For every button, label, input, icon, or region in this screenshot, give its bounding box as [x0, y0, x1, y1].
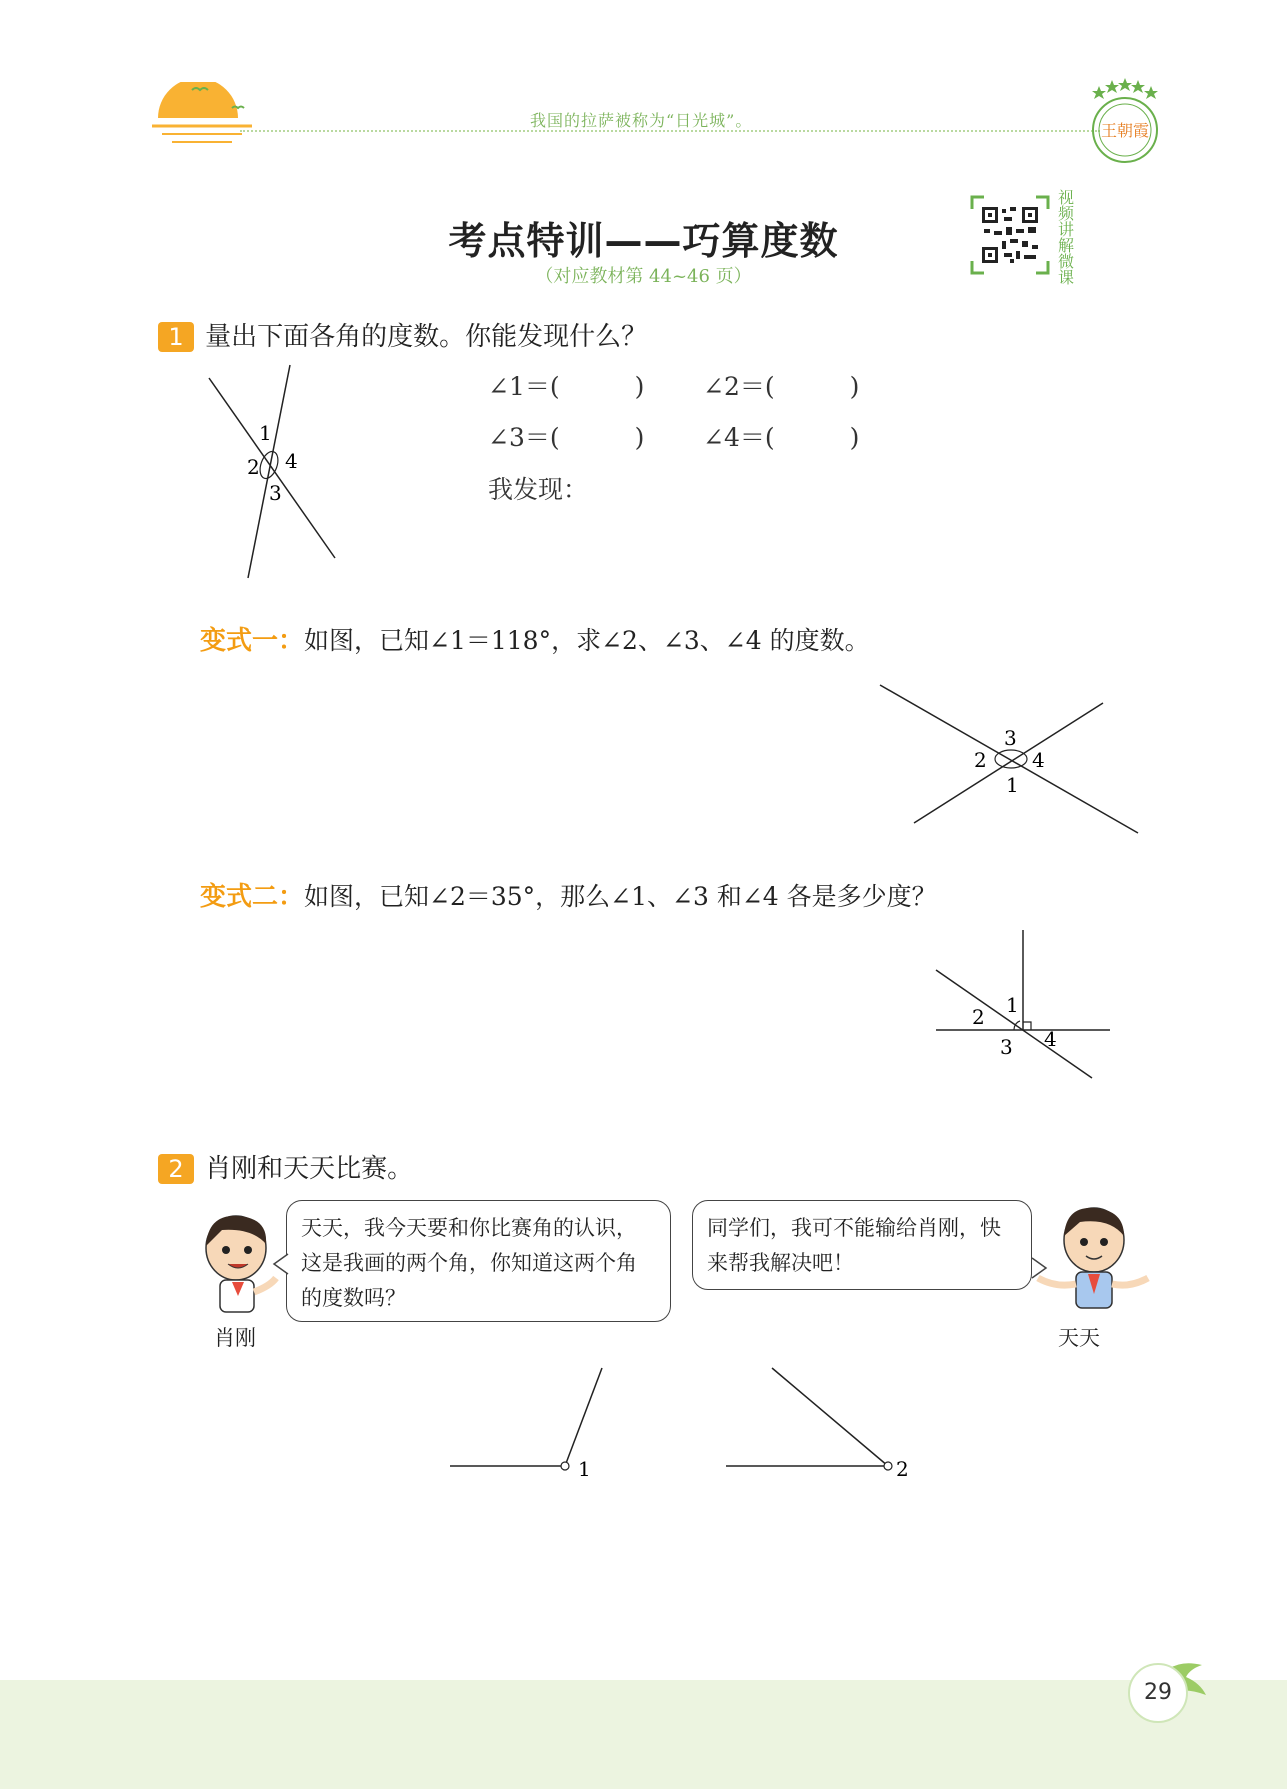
- footer-band: [0, 1680, 1287, 1789]
- page-title: 考点特训——巧算度数: [448, 219, 839, 263]
- sunset-icon: [152, 82, 264, 160]
- question-number: 2: [158, 1154, 194, 1184]
- character-name-right: 天天: [1058, 1326, 1100, 1350]
- variant-1-text: 如图，已知∠1＝118°，求∠2、∠3、∠4 的度数。: [304, 626, 870, 655]
- question-text: 量出下面各角的度数。你能发现什么？: [205, 322, 648, 352]
- angle-label-2: 2: [247, 455, 260, 479]
- angle-label-4: 4: [1032, 748, 1045, 772]
- answer-angle-3[interactable]: ∠3＝( ): [488, 423, 645, 452]
- angle-label-3: 3: [269, 481, 282, 505]
- variant-2: [200, 876, 937, 913]
- speech-bubble-right: 同学们，我可不能输给肖刚，快来帮我解决吧！: [692, 1200, 1032, 1290]
- variant-1-label: 变式一：: [200, 626, 305, 656]
- q1-figure: [195, 360, 355, 582]
- angle-label-1: 1: [1006, 773, 1019, 797]
- qr-code-icon[interactable]: [970, 195, 1050, 275]
- angle-label-3: 3: [1004, 726, 1017, 750]
- variant-2-label: 变式二：: [200, 882, 305, 912]
- brand-logo: [1085, 78, 1165, 168]
- angle-2-figure: [724, 1366, 924, 1482]
- angle-label-1: 1: [259, 421, 272, 445]
- angle-label-1: 1: [1006, 993, 1019, 1017]
- logo-text: 王朝霞: [1100, 121, 1150, 140]
- angle-label-2: 2: [974, 748, 987, 772]
- angle-1-figure: [448, 1366, 608, 1482]
- qr-label: 视频讲解微课: [1058, 188, 1075, 287]
- angle-label-3: 3: [1000, 1035, 1013, 1059]
- page-number: 29: [1128, 1663, 1188, 1723]
- angle-label-1: 1: [578, 1457, 591, 1481]
- v1-figure: [878, 683, 1140, 835]
- variant-1: [200, 620, 870, 657]
- character-name-left: 肖刚: [214, 1326, 256, 1350]
- bubble-tail-left: [272, 1252, 290, 1276]
- boy-xiaogang-illustration: [196, 1212, 280, 1316]
- boy-tiantian-illustration: [1032, 1204, 1152, 1314]
- speech-bubble-left: 天天，我今天要和你比赛角的认识，这是我画的两个角，你知道这两个角的度数吗？: [286, 1200, 671, 1322]
- v2-figure: [934, 928, 1114, 1080]
- page-subtitle: （对应教材第 44~46 页）: [535, 266, 752, 287]
- question-number: 1: [158, 322, 194, 352]
- angle-label-2: 2: [896, 1457, 909, 1481]
- angle-label-4: 4: [285, 449, 298, 473]
- answer-angle-1[interactable]: ∠1＝( ): [488, 372, 645, 401]
- angle-label-4: 4: [1044, 1027, 1057, 1051]
- question-text: 肖刚和天天比赛。: [205, 1154, 414, 1184]
- angle-label-2: 2: [972, 1005, 985, 1029]
- question-2-heading: [158, 1148, 413, 1185]
- variant-2-text: 如图，已知∠2＝35°，那么∠1、∠3 和∠4 各是多少度？: [304, 882, 937, 911]
- question-1-heading: [158, 316, 647, 353]
- answer-angle-4[interactable]: ∠4＝( ): [703, 423, 860, 452]
- header-fact: 我国的拉萨被称为“日光城”。: [530, 111, 753, 130]
- answer-angle-2[interactable]: ∠2＝( ): [703, 372, 860, 401]
- discover-label: 我发现：: [488, 475, 589, 504]
